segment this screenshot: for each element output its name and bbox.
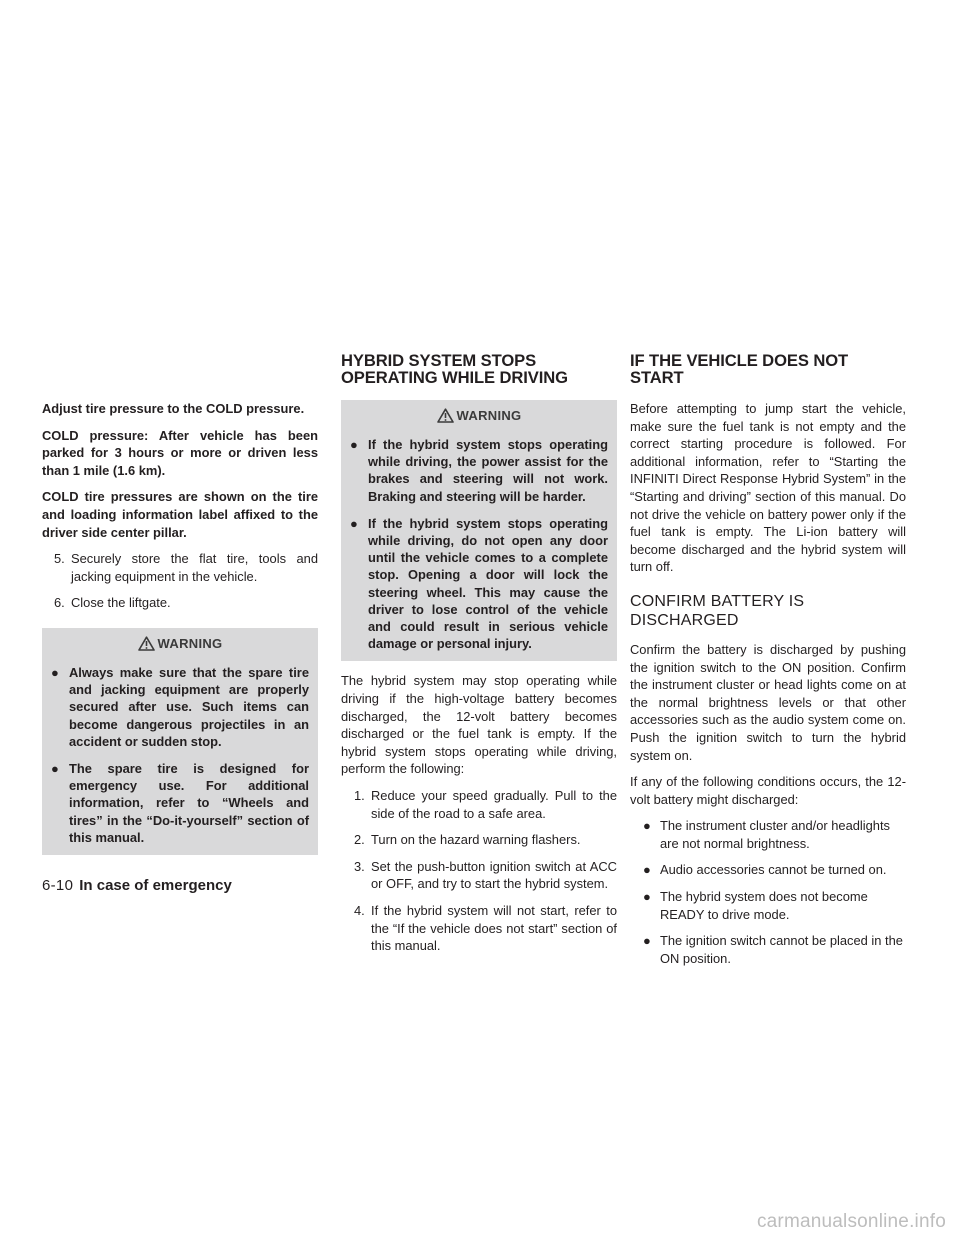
paragraph-adjust-tire-pressure: Adjust tire pressure to the COLD pressure. xyxy=(42,401,305,416)
warning-title xyxy=(51,635,309,652)
paragraph-hybrid-intro: The hybrid system may stop operating while driving if the high-voltage battery becomes discharged, the 12-volt battery becomes discharged or the fuel tank is empty. If the hybrid system stops operating while driving, perform the following: xyxy=(341,673,617,777)
section-heading-hybrid-stops: HYBRID SYSTEM STOPS OPERATING WHILE DRIVING xyxy=(341,351,568,387)
page-footer xyxy=(42,877,232,894)
column-1 xyxy=(42,400,318,866)
warning-triangle-icon xyxy=(138,636,155,651)
section-title: In case of emergency xyxy=(79,877,232,894)
condition-list xyxy=(630,817,906,967)
page-number: 6-10 xyxy=(42,877,74,894)
warning-box xyxy=(341,400,617,661)
condition-text: The hybrid system does not become READY to drive mode. xyxy=(660,889,868,922)
step-number: 4. xyxy=(354,902,365,918)
step-number: 3. xyxy=(354,858,365,874)
warning-label: WARNING xyxy=(456,407,522,423)
warning-label: WARNING xyxy=(157,635,223,651)
step-number: 5. xyxy=(54,551,65,567)
step-number: 6. xyxy=(54,595,65,611)
bullet-icon: ● xyxy=(643,862,651,878)
paragraph-conditions: If any of the following conditions occurs, the 12-volt battery might discharged: xyxy=(630,774,906,807)
bullet-icon: ● xyxy=(350,437,358,452)
list-item xyxy=(341,902,617,955)
paragraph-cold-pressure-definition: COLD pressure: After vehicle has been parked for 3 hours or more or driven less than 1 mile (1.6 km). xyxy=(42,427,318,478)
step-text: Securely store the flat tire, tools and jacking equipment in the vehicle. xyxy=(71,551,318,584)
column-2 xyxy=(341,352,617,964)
bullet-icon: ● xyxy=(51,664,59,680)
section-heading-vehicle-does-not-start: IF THE VEHICLE DOES NOT START xyxy=(630,351,849,387)
condition-text: The ignition switch cannot be placed in the ON position. xyxy=(660,933,903,966)
list-item xyxy=(630,932,906,967)
warning-text: If the hybrid system stops operating while driving, the power assist for the brakes and steering will not work. Braking and steering will be harder. xyxy=(368,437,608,504)
condition-text: The instrument cluster and/or headlights are not normal brightness. xyxy=(660,818,891,851)
warning-list xyxy=(51,664,309,846)
step-list xyxy=(42,550,318,612)
list-item xyxy=(350,436,608,505)
list-item xyxy=(42,594,318,612)
step-text: Close the liftgate. xyxy=(71,595,171,611)
list-item xyxy=(42,550,318,585)
list-item xyxy=(630,817,906,852)
step-number: 2. xyxy=(354,832,365,848)
step-text: Reduce your speed gradually. Pull to the side of the road to a safe area. xyxy=(371,788,617,821)
warning-text: The spare tire is designed for emergency use. For additional information, refer to “Wheels and tires” in the “Do-it-yourself” section of this manual. xyxy=(69,760,309,845)
list-item xyxy=(341,831,617,849)
condition-text: Audio accessories cannot be turned on. xyxy=(660,862,887,878)
list-item xyxy=(350,515,608,653)
list-item xyxy=(51,664,309,750)
warning-title xyxy=(350,407,608,424)
subheading-confirm-battery: CONFIRM BATTERY IS DISCHARGED xyxy=(630,592,805,629)
list-item xyxy=(630,888,906,923)
warning-triangle-icon xyxy=(437,408,454,423)
list-item xyxy=(630,861,906,879)
list-item xyxy=(341,787,617,822)
warning-list xyxy=(350,436,608,652)
list-item xyxy=(341,858,617,893)
warning-text: Always make sure that the spare tire and jacking equipment are properly secured after use. Such items can become dangerous projectiles in an accident or sudden stop. xyxy=(69,664,309,749)
step-list xyxy=(341,787,617,955)
paragraph-jump-start-intro: Before attempting to jump start the vehicle, make sure the fuel tank is not empty and the correct starting procedure is followed. For additional information, refer to “Starting the INFINITI Direct Response Hybrid System” in the “Starting and driving” section of this manual. Do not drive the vehicle on battery power only if the fuel tank is empty. The Li-ion battery will become discharged and the hybrid system will turn off. xyxy=(630,401,906,575)
watermark: carmanualsonline.info xyxy=(756,1211,946,1232)
bullet-icon: ● xyxy=(51,760,59,776)
bullet-icon: ● xyxy=(643,818,651,834)
warning-text: If the hybrid system stops operating while driving, do not open any door until the vehicle comes to a complete stop. Opening a door will lock the steering wheel. This may cause the driver to lose control of the vehicle and could result in serious vehicle damage or personal injury. xyxy=(368,515,608,652)
step-text: Turn on the hazard warning flashers. xyxy=(371,832,581,848)
paragraph-confirm-battery: Confirm the battery is discharged by pushing the ignition switch to the ON position. Confirm the instrument cluster or head lights come on at the normal brightness levels or that other accessories such as the audio system come on. Push the ignition switch to turn the hybrid system on. xyxy=(630,641,906,763)
warning-box xyxy=(42,628,318,855)
list-item xyxy=(51,760,309,846)
column-3 xyxy=(630,352,906,976)
bullet-icon: ● xyxy=(350,515,358,531)
paragraph-cold-pressure-label: COLD tire pressures are shown on the tire and loading information label affixed to the driver side center pillar. xyxy=(42,489,318,540)
step-text: Set the push-button ignition switch at ACC or OFF, and try to start the hybrid system. xyxy=(371,858,617,892)
bullet-icon: ● xyxy=(643,889,651,905)
step-text: If the hybrid system will not start, refer to the “If the vehicle does not start” section of this manual. xyxy=(371,902,617,954)
bullet-icon: ● xyxy=(643,933,651,949)
step-number: 1. xyxy=(354,788,365,803)
